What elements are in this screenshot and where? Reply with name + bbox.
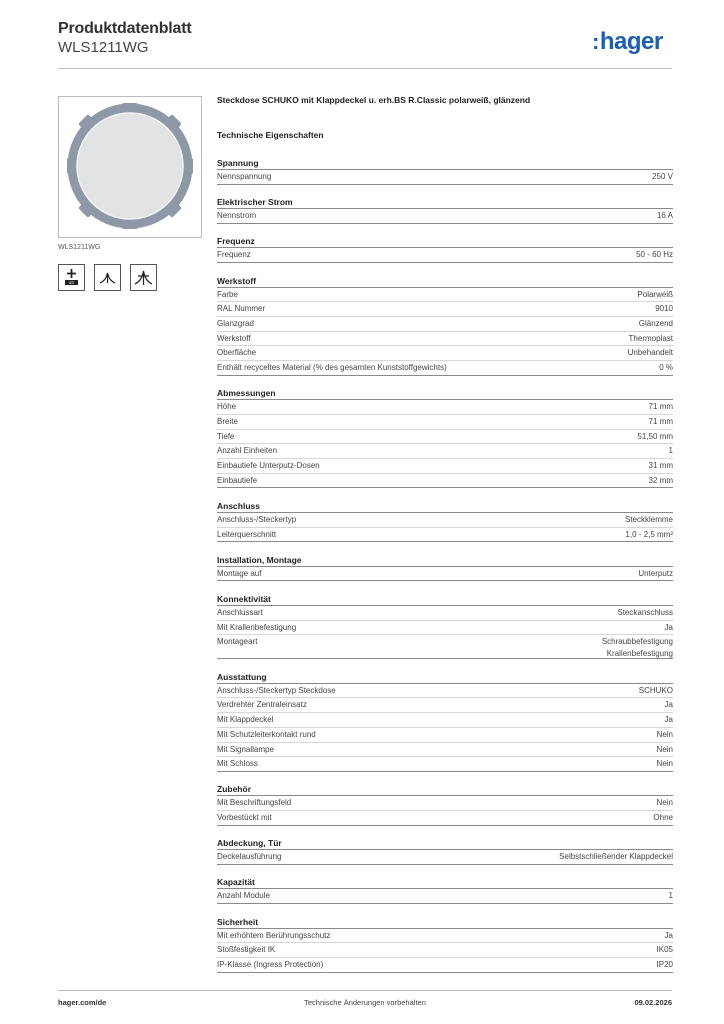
spec-value	[602, 636, 673, 658]
spec-label: Höhe	[217, 402, 237, 412]
spec-value: 71 mm	[648, 416, 673, 426]
spec-row	[217, 743, 673, 758]
spec-label: Einbautiefe Unterputz-Dosen	[217, 460, 320, 470]
spec-sections	[217, 153, 673, 973]
spec-row	[217, 430, 673, 445]
spec-value: 50 - 60 Hz	[636, 250, 673, 260]
spec-value: Unbehandelt	[627, 348, 673, 358]
spec-row	[217, 444, 673, 459]
section-gap	[217, 263, 673, 271]
spec-label: RAL Nummer	[217, 304, 266, 314]
spec-label: Anschlussart	[217, 607, 263, 617]
spec-value: Nein	[656, 798, 673, 808]
spec-row	[217, 474, 673, 489]
spec-value: Thermoplast	[628, 333, 673, 343]
spec-label: Stoßfestigkeit IK	[217, 945, 276, 955]
spec-label: Anzahl Module	[217, 891, 270, 901]
spec-label: Breite	[217, 416, 238, 426]
spec-label: Anzahl Einheiten	[217, 446, 278, 456]
spec-value: Selbstschließender Klappdeckel	[559, 852, 673, 862]
section-title: Spannung	[217, 153, 673, 170]
spec-row	[217, 528, 673, 543]
spec-value: Ja	[664, 930, 673, 940]
spec-label: Mit Klappdeckel	[217, 715, 274, 725]
screw-terminal-icon	[94, 264, 121, 291]
section-title: Elektrischer Strom	[217, 192, 673, 209]
logo-mark-icon: :	[592, 29, 599, 54]
spec-row	[217, 170, 673, 185]
socket-frame-icon	[59, 97, 201, 237]
spec-label: Oberfläche	[217, 348, 257, 358]
spec-row	[217, 248, 673, 263]
spec-label: Einbautiefe	[217, 475, 258, 485]
spec-row	[217, 811, 673, 826]
logo-text: hager	[599, 28, 663, 55]
spec-row	[217, 796, 673, 811]
header-divider	[58, 68, 672, 69]
spec-row	[217, 757, 673, 772]
section-gap	[217, 581, 673, 589]
spec-label: Werkstoff	[217, 333, 251, 343]
spec-row	[217, 698, 673, 713]
hager-logo	[592, 28, 663, 56]
spec-label: Anschluss-/Steckertyp Steckdose	[217, 685, 336, 695]
section-gap	[217, 865, 673, 873]
spec-row	[217, 567, 673, 582]
section-gap	[217, 659, 673, 667]
spec-value: 250 V	[652, 172, 673, 181]
spec-label: Leiterquerschnitt	[217, 529, 277, 539]
spec-value: 1	[668, 446, 673, 456]
section-title: Frequenz	[217, 231, 673, 248]
section-title: Anschluss	[217, 496, 673, 513]
spec-label: Nennspannung	[217, 172, 272, 181]
spec-row	[217, 361, 673, 376]
spec-value: 0 %	[659, 363, 673, 372]
product-name: Steckdose SCHUKO mit Klappdeckel u. erh.BS R.Classic polarweiß, glänzend	[217, 95, 531, 105]
spec-value: Ja	[664, 715, 673, 725]
spec-label: Mit Schutzleiterkontakt rund	[217, 729, 316, 739]
spec-row	[217, 317, 673, 332]
spec-value: Steckklemme	[624, 514, 673, 524]
spec-value: IP20	[656, 960, 673, 969]
spec-label: Mit Beschriftungsfeld	[217, 798, 292, 808]
header	[58, 20, 192, 56]
spec-label: Frequenz	[217, 250, 251, 260]
spec-value: Ja	[664, 622, 673, 632]
page-title: Produktdatenblatt	[58, 20, 192, 37]
spec-value: IK05	[656, 945, 673, 955]
spec-label: Vorbestückt mit	[217, 813, 272, 823]
spec-row	[217, 943, 673, 958]
spec-row	[217, 459, 673, 474]
spec-row	[217, 621, 673, 636]
spec-value: Polarweiß	[637, 289, 673, 299]
spec-row	[217, 400, 673, 415]
spec-value: 32 mm	[648, 475, 673, 485]
spec-value-line: Krallenbefestigung	[606, 648, 673, 658]
section-title: Zubehör	[217, 779, 673, 796]
spec-value: 16 A	[656, 211, 673, 221]
image-caption: WLS1211WG	[58, 244, 101, 251]
spec-label: Montageart	[217, 637, 258, 647]
section-gap	[217, 904, 673, 912]
spec-value: 71 mm	[648, 402, 673, 412]
claw-mounting-icon	[130, 264, 157, 291]
section-title: Konnektivität	[217, 589, 673, 606]
symbol-text: Ι∅Ι	[68, 280, 75, 286]
spec-value: Unterputz	[638, 568, 673, 578]
spec-row	[217, 713, 673, 728]
spec-value: 1,0 - 2,5 mm²	[625, 529, 673, 539]
spec-row	[217, 346, 673, 361]
spec-label: Tiefe	[217, 431, 235, 441]
section-gap	[217, 772, 673, 780]
spec-value: Ja	[664, 700, 673, 710]
spec-row	[217, 209, 673, 224]
spec-row	[217, 288, 673, 303]
spec-label: Montage auf	[217, 568, 262, 578]
tech-properties-heading: Technische Eigenschaften	[217, 130, 324, 140]
spec-label: Glanzgrad	[217, 318, 254, 328]
spec-row	[217, 728, 673, 743]
section-gap	[217, 185, 673, 193]
section-title: Sicherheit	[217, 912, 673, 929]
spec-label: Mit Signallampe	[217, 744, 274, 754]
section-gap	[217, 376, 673, 384]
footer-disclaimer: Technische Änderungen vorbehalten	[304, 998, 426, 1007]
spec-value: Nein	[656, 729, 673, 739]
footer-divider	[58, 990, 672, 991]
spec-row	[217, 684, 673, 699]
spec-value-line: Schraubbefestigung	[601, 637, 673, 647]
footer-website: hager.com/de	[58, 998, 107, 1007]
spec-value: Nein	[656, 744, 673, 754]
spec-value: SCHUKO	[638, 685, 673, 695]
spec-row	[217, 332, 673, 347]
product-image	[58, 96, 202, 238]
spec-label: Mit erhöhtem Berührungsschutz	[217, 930, 331, 940]
spec-value: Ohne	[653, 813, 673, 823]
spec-value: 51,50 mm	[637, 431, 673, 441]
spec-row	[217, 889, 673, 904]
plus-rating-icon	[58, 264, 85, 291]
section-title: Kapazität	[217, 872, 673, 889]
spec-value: Glänzend	[638, 318, 673, 328]
spec-label: Nennstrom	[217, 211, 257, 221]
spec-row	[217, 929, 673, 944]
spec-label: Enthält recyceltes Material (% des gesamten Kunststoffgewichts)	[217, 363, 447, 372]
section-title: Installation, Montage	[217, 550, 673, 567]
spec-row	[217, 415, 673, 430]
section-gap	[217, 826, 673, 834]
spec-value: Nein	[656, 759, 673, 769]
symbol-row	[58, 264, 157, 291]
section-title: Abdeckung, Tür	[217, 833, 673, 850]
spec-label: Mit Krallenbefestigung	[217, 622, 297, 632]
spec-row	[217, 958, 673, 973]
spec-label: Mit Schloss	[217, 759, 258, 769]
section-title: Abmessungen	[217, 383, 673, 400]
spec-row	[217, 513, 673, 528]
spec-row	[217, 850, 673, 865]
spec-value: 1	[668, 891, 673, 901]
section-gap	[217, 488, 673, 496]
spec-row	[217, 302, 673, 317]
section-gap	[217, 542, 673, 550]
spec-value: 31 mm	[648, 460, 673, 470]
spec-content	[217, 95, 673, 973]
spec-row	[217, 606, 673, 621]
spec-label: Farbe	[217, 289, 238, 299]
section-gap	[217, 224, 673, 232]
section-title: Ausstattung	[217, 667, 673, 684]
footer-date: 09.02.2026	[634, 998, 672, 1007]
article-number: WLS1211WG	[58, 39, 149, 56]
spec-label: Deckelausführung	[217, 852, 282, 862]
spec-label: IP-Klasse (Ingress Protection)	[217, 960, 324, 969]
spec-value: 9010	[655, 304, 673, 314]
spec-value: Steckanschluss	[617, 607, 673, 617]
spec-label: Verdrehter Zentraleinsatz	[217, 700, 307, 710]
spec-label: Anschluss-/Steckertyp	[217, 514, 297, 524]
spec-row	[217, 635, 673, 659]
section-title: Werkstoff	[217, 271, 673, 288]
